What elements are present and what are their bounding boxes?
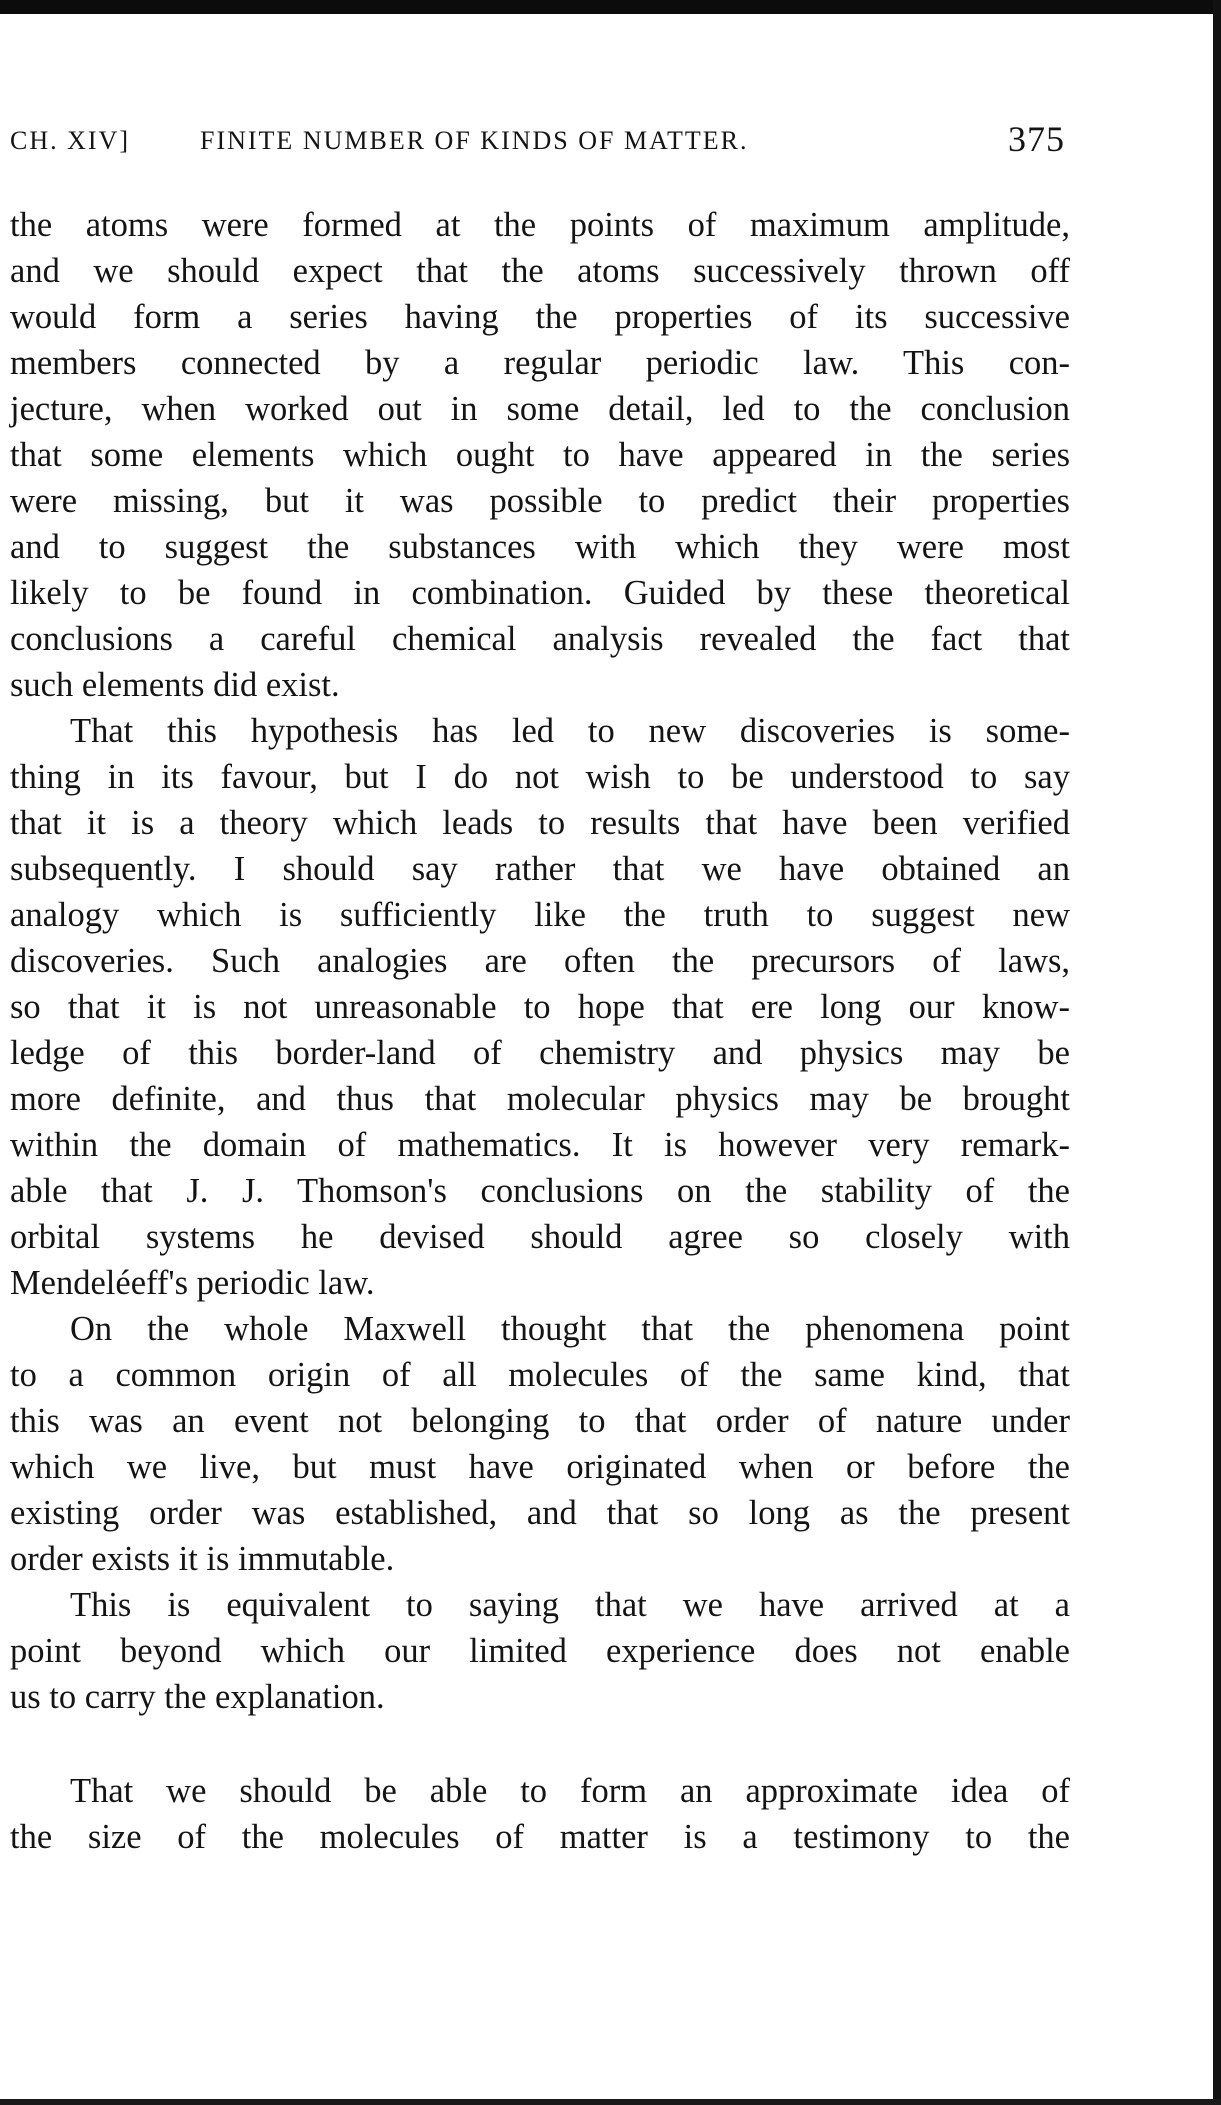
text-line: ledge of this border-land of chemistry and physics may be [10,1034,1070,1072]
text-line: within the domain of mathematics. It is however very remark- [10,1126,1070,1164]
text-line: us to carry the explanation. [10,1678,385,1716]
paragraph [10,1768,1070,1860]
paragraph [10,202,1070,708]
text-line: jecture, when worked out in some detail, led to the conclusion [10,390,1070,428]
text-line: This is equivalent to saying that we have arrived at a [70,1586,1070,1624]
text-line: the size of the molecules of matter is a testimony to the [10,1818,1070,1856]
text-line: would form a series having the properties of its successive [10,298,1070,336]
text-line: such elements did exist. [10,666,340,704]
page-number: 375 [1008,119,1065,159]
text-line: subsequently. I should say rather that we have obtained an [10,850,1070,888]
text-line: That we should be able to form an approximate idea of [70,1772,1070,1810]
paragraph [10,1582,1070,1720]
section-gap [10,1720,1070,1768]
text-line: That this hypothesis has led to new discoveries is some- [70,712,1070,750]
text-line: conclusions a careful chemical analysis revealed the fact that [10,620,1070,658]
page-body [10,202,1070,1860]
text-line: point beyond which our limited experience does not enable [10,1632,1070,1670]
text-line: order exists it is immutable. [10,1540,395,1578]
running-title: FINITE NUMBER OF KINDS OF MATTER. [200,126,749,155]
text-line: that it is a theory which leads to results that have been verified [10,804,1070,842]
scan-right-border [1213,0,1221,2105]
text-line: which we live, but must have originated when or before the [10,1448,1070,1486]
scan-bottom-border [0,2099,1221,2105]
chapter-label: CH. XIV] [10,126,130,155]
text-line: orbital systems he devised should agree so closely with [10,1218,1070,1256]
text-line: Mendeléeff's periodic law. [10,1264,375,1302]
text-line: existing order was established, and that so long as the present [10,1494,1070,1532]
text-line: and to suggest the substances with which they were most [10,528,1070,566]
text-line: On the whole Maxwell thought that the phenomena point [70,1310,1070,1348]
scan-top-border [0,0,1221,14]
text-line: so that it is not unreasonable to hope that ere long our know- [10,988,1070,1026]
text-line: the atoms were formed at the points of maximum amplitude, [10,206,1070,244]
text-line: likely to be found in combination. Guided by these theoretical [10,574,1070,612]
paragraph [10,708,1070,1306]
text-line: analogy which is sufficiently like the truth to suggest new [10,896,1070,934]
text-line: were missing, but it was possible to predict their properties [10,482,1070,520]
text-line: thing in its favour, but I do not wish to be understood to say [10,758,1070,796]
text-line: that some elements which ought to have appeared in the series [10,436,1070,474]
text-line: able that J. J. Thomson's conclusions on the stability of the [10,1172,1070,1210]
text-line: members connected by a regular periodic law. This con- [10,344,1070,382]
text-line: discoveries. Such analogies are often the precursors of laws, [10,942,1070,980]
running-head [10,118,1065,162]
text-line: to a common origin of all molecules of the same kind, that [10,1356,1070,1394]
paragraph [10,1306,1070,1582]
text-line: and we should expect that the atoms successively thrown off [10,252,1070,290]
text-line: this was an event not belonging to that order of nature under [10,1402,1070,1440]
text-line: more definite, and thus that molecular physics may be brought [10,1080,1070,1118]
